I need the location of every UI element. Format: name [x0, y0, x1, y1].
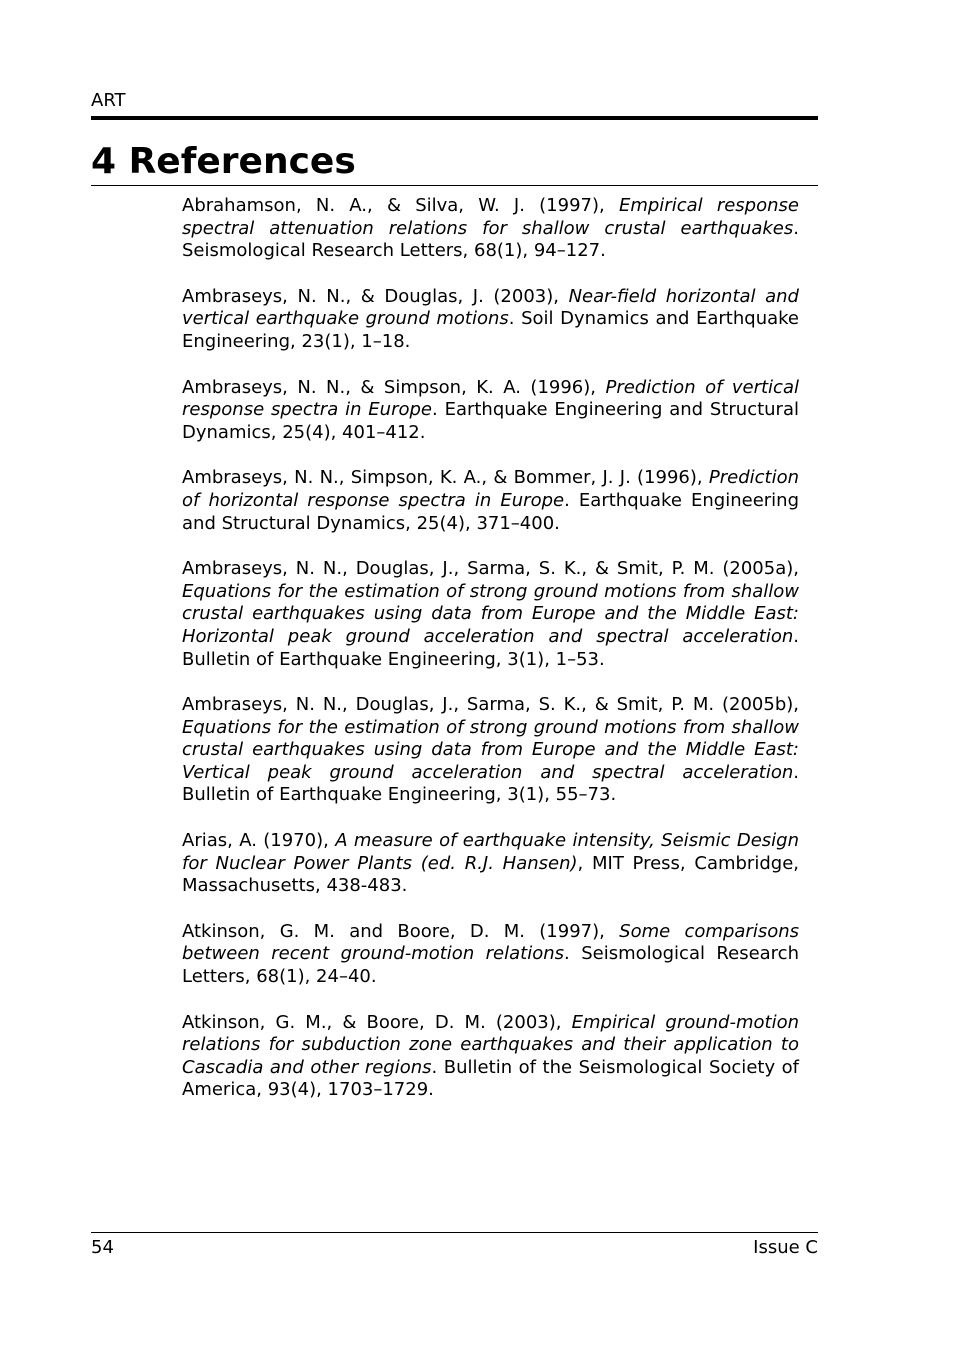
reference-title: Equations for the estimation of strong ground motions from shallow crustal earthquakes using data from Europe and the Middle East: Vertical peak ground acceleration and spectral acceleration	[182, 716, 799, 783]
reference-source: . Seismological Research Letters, 68(1), 24–40.	[182, 943, 799, 988]
reference-source: . Earthquake Engineering and Structural Dynamics, 25(4), 401–412.	[182, 399, 799, 443]
footer-rule	[91, 1232, 818, 1233]
reference-source: . Bulletin of Earthquake Engineering, 3(1), 55–73.	[182, 761, 799, 806]
reference-item	[182, 195, 799, 263]
reference-authors: Abrahamson, N. A., & Silva, W. J. (1997),	[182, 195, 619, 216]
header-rule	[91, 116, 818, 120]
reference-title: Some comparisons between recent ground-motion relations	[182, 920, 799, 965]
running-header: ART	[91, 90, 126, 111]
reference-list	[182, 195, 799, 1125]
reference-item	[182, 467, 799, 535]
reference-authors: Ambraseys, N. N., & Simpson, K. A. (1996),	[182, 376, 606, 398]
reference-item	[182, 286, 799, 354]
reference-title: Empirical ground-motion relations for subduction zone earthquakes and their application to Cascadia and other regions	[182, 1011, 799, 1078]
reference-authors: Ambraseys, N. N., Douglas, J., Sarma, S. K., & Smit, P. M. (2005b),	[182, 694, 799, 716]
reference-source: . Soil Dynamics and Earthquake Engineering, 23(1), 1–18.	[182, 308, 799, 352]
reference-authors: Arias, A. (1970),	[182, 830, 336, 852]
reference-title: Equations for the estimation of strong ground motions from shallow crustal earthquakes using data from Europe and the Middle East: Horizontal peak ground acceleration and spectral acceleration	[182, 580, 799, 647]
page-number: 54	[91, 1237, 114, 1258]
reference-title: Prediction of horizontal response spectra in Europe	[182, 467, 799, 511]
reference-authors: Ambraseys, N. N., Douglas, J., Sarma, S. K., & Smit, P. M. (2005a),	[182, 558, 799, 580]
reference-item	[182, 377, 799, 445]
reference-item	[182, 1012, 799, 1102]
title-rule	[91, 185, 818, 186]
reference-source: . Seismological Research Letters, 68(1), 94–127.	[182, 217, 799, 262]
issue-label: Issue C	[753, 1237, 818, 1258]
reference-item	[182, 558, 799, 671]
reference-source: , MIT Press, Cambridge, Massachusetts, 438-483.	[182, 852, 799, 897]
reference-authors: Atkinson, G. M., & Boore, D. M. (2003),	[182, 1011, 572, 1033]
reference-title: Empirical response spectral attenuation relations for shallow crustal earthquakes	[182, 195, 799, 239]
reference-source: . Bulletin of the Seismological Society of America, 93(4), 1703–1729.	[182, 1056, 799, 1101]
reference-source: . Bulletin of Earthquake Engineering, 3(1), 1–53.	[182, 625, 799, 670]
reference-item	[182, 921, 799, 989]
reference-authors: Ambraseys, N. N., & Douglas, J. (2003),	[182, 285, 569, 307]
reference-source: . Earthquake Engineering and Structural Dynamics, 25(4), 371–400.	[182, 489, 800, 534]
reference-authors: Ambraseys, N. N., Simpson, K. A., & Bommer, J. J. (1996),	[182, 467, 709, 489]
reference-item	[182, 830, 799, 898]
reference-title: Near-field horizontal and vertical earthquake ground motions	[182, 285, 799, 330]
reference-title: Prediction of vertical response spectra in Europe	[182, 376, 799, 421]
reference-authors: Atkinson, G. M. and Boore, D. M. (1997),	[182, 920, 620, 942]
section-title: 4 References	[91, 141, 356, 182]
reference-item	[182, 694, 799, 807]
reference-title: A measure of earthquake intensity, Seismic Design for Nuclear Power Plants (ed. R.J. Hansen)	[182, 830, 799, 874]
